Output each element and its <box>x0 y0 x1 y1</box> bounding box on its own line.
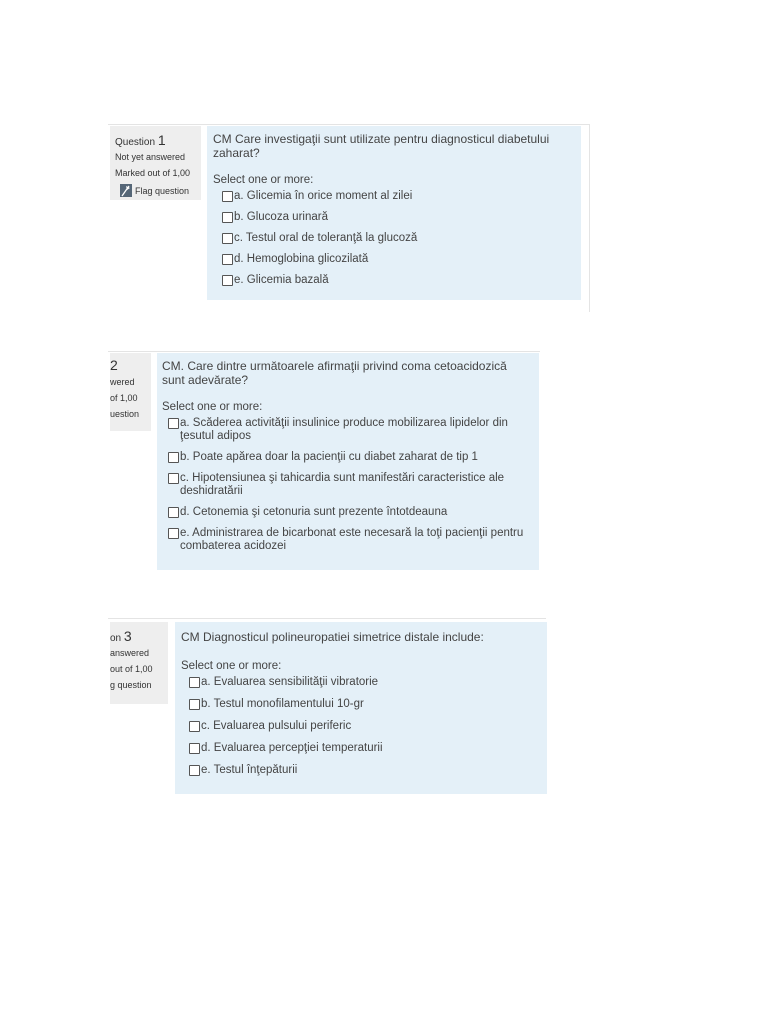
checkbox-1d[interactable] <box>222 254 233 265</box>
checkbox-1e[interactable] <box>222 275 233 286</box>
option-3c[interactable]: c. Evaluarea pulsului periferic <box>189 720 537 733</box>
question-content-1 <box>207 126 581 300</box>
question-content-2 <box>157 353 539 570</box>
question-number-2: 2 <box>110 357 118 373</box>
flag-icon <box>120 184 132 197</box>
option-3a[interactable]: a. Evaluarea sensibilităţii vibratorie <box>189 676 537 689</box>
option-2e[interactable]: e. Administrarea de bicarbonat este necesară la toţi pacienţii pentru combaterea acidozei <box>168 527 529 553</box>
option-2d[interactable]: d. Cetonemia şi cetonuria sunt prezente întotdeauna <box>168 506 529 519</box>
option-1e[interactable]: e. Glicemia bazală <box>222 274 573 287</box>
option-2b[interactable]: b. Poate apărea doar la pacienţii cu diabet zaharat de tip 1 <box>168 451 529 464</box>
select-prompt-2: Select one or more: <box>162 401 263 413</box>
checkbox-3d[interactable] <box>189 743 200 754</box>
question-marks-1: Marked out of 1,00 <box>115 168 191 178</box>
option-1d[interactable]: d. Hemoglobina glicozilată <box>222 253 573 266</box>
select-prompt-1: Select one or more: <box>213 174 314 186</box>
question-marks-2: of 1,00 <box>110 393 138 403</box>
checkbox-3a[interactable] <box>189 677 200 688</box>
checkbox-3b[interactable] <box>189 699 200 710</box>
checkbox-2a[interactable] <box>168 418 179 429</box>
flag-question-3[interactable]: g question <box>110 680 152 690</box>
checkbox-2b[interactable] <box>168 452 179 463</box>
checkbox-1a[interactable] <box>222 191 233 202</box>
option-3d[interactable]: d. Evaluarea percepţiei temperaturii <box>189 742 537 755</box>
checkbox-3e[interactable] <box>189 765 200 776</box>
question-text-2: CM. Care dintre următoarele afirmaţii privind coma cetoacidozică sunt adevărate? <box>162 359 507 387</box>
checkbox-2c[interactable] <box>168 473 179 484</box>
flag-question-1[interactable]: Flag question <box>115 184 201 197</box>
question-marks-3: out of 1,00 <box>110 664 153 674</box>
question-number-3: on 3 <box>110 628 132 644</box>
question-status-3: answered <box>110 648 150 658</box>
option-3e[interactable]: e. Testul înţepăturii <box>189 764 537 777</box>
question-status-2: wered <box>110 377 135 387</box>
question-block-1 <box>110 126 582 302</box>
checkbox-2e[interactable] <box>168 528 179 539</box>
question-info-1 <box>110 126 201 200</box>
checkbox-3c[interactable] <box>189 721 200 732</box>
checkbox-1b[interactable] <box>222 212 233 223</box>
question-block-2 <box>110 353 540 572</box>
question-info-2 <box>110 353 151 431</box>
checkbox-1c[interactable] <box>222 233 233 244</box>
option-3b[interactable]: b. Testul monofilamentului 10-gr <box>189 698 537 711</box>
option-2a[interactable]: a. Scăderea activităţii insulinice produce mobilizarea lipidelor din ţesutul adipos <box>168 417 529 443</box>
question-number-1: Question 1 <box>115 132 166 148</box>
checkbox-2d[interactable] <box>168 507 179 518</box>
option-1b[interactable]: b. Glucoza urinară <box>222 211 573 224</box>
select-prompt-3: Select one or more: <box>181 660 282 672</box>
question-text-1: CM Care investigaţii sunt utilizate pentru diagnosticul diabetului zaharat? <box>213 132 550 160</box>
question-block-3 <box>110 622 547 796</box>
question-info-3 <box>110 622 168 704</box>
question-content-3 <box>175 622 547 794</box>
question-text-3: CM Diagnosticul polineuropatiei simetrice distale include: <box>181 630 484 644</box>
flag-question-2[interactable]: uestion <box>110 409 140 419</box>
option-2c[interactable]: c. Hipotensiunea şi tahicardia sunt manifestări caracteristice ale deshidratării <box>168 472 529 498</box>
option-1a[interactable]: a. Glicemia în orice moment al zilei <box>222 190 573 203</box>
option-1c[interactable]: c. Testul oral de toleranţă la glucoză <box>222 232 573 245</box>
question-status-1: Not yet answered <box>115 152 186 162</box>
